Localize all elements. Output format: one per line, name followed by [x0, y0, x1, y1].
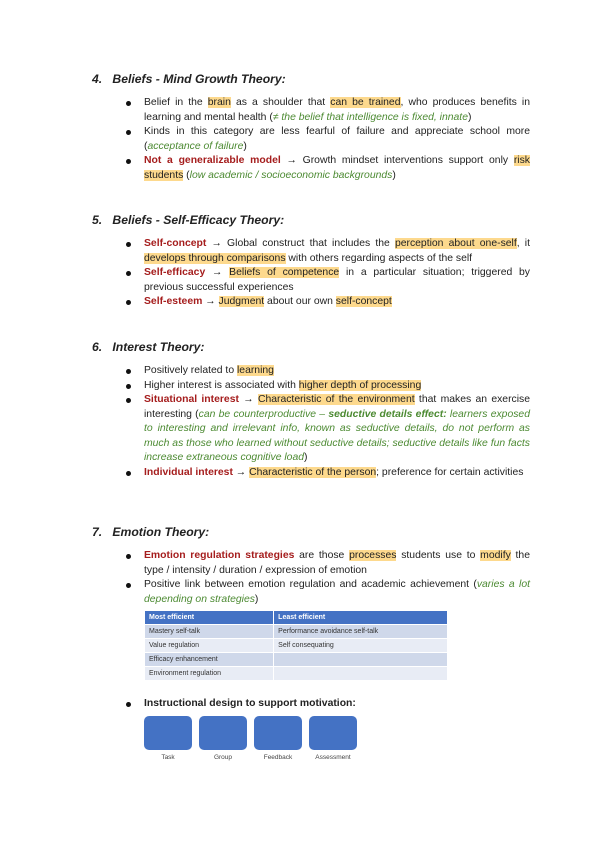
table-row — [145, 639, 448, 653]
section-7-list-2 — [144, 697, 530, 712]
efficiency-table — [144, 610, 448, 681]
section-7-heading: Emotion Theory: — [112, 525, 210, 539]
list-item: Belief in the brain as a shoulder that can be trained, who produces benefits in learning and mental health (≠ the belief that intelligence is fixed, innate) — [144, 96, 530, 125]
section-4-number: 4. — [92, 72, 103, 86]
task-label: Task — [161, 754, 175, 761]
list-item: Higher interest is associated with higher depth of processing — [144, 379, 530, 394]
table-cell: Performance avoidance self-talk — [274, 625, 448, 639]
section-7-number: 7. — [92, 525, 103, 539]
feedback-label: Feedback — [263, 754, 293, 761]
group-box — [199, 716, 247, 750]
list-item: Positively related to learning — [144, 364, 530, 379]
table-row — [145, 625, 448, 639]
section-6-heading: Interest Theory: — [112, 340, 205, 354]
table-row — [145, 653, 448, 667]
section-4-heading: Beliefs - Mind Growth Theory: — [112, 72, 286, 86]
list-item: Kinds in this category are less fearful of failure and appreciate school more (acceptance of failure) — [144, 125, 530, 154]
section-6-number: 6. — [92, 340, 103, 354]
section-7-list — [144, 549, 530, 607]
section-5-number: 5. — [92, 213, 103, 227]
assessment-label: Assessment — [315, 754, 351, 761]
table-cell: Self consequating — [274, 639, 448, 653]
list-item: Self-concept → Global construct that includes the perception about one-self, it develops through comparisons with others regarding aspects of the self — [144, 237, 530, 266]
table-cell — [274, 653, 448, 667]
task-box — [144, 716, 192, 750]
feedback-box — [254, 716, 302, 750]
list-item: Emotion regulation strategies are those processes students use to modify the type / intensity / duration / expression of emotion — [144, 549, 530, 578]
section-6-list — [144, 364, 530, 480]
table-header: Least efficient — [274, 611, 448, 625]
list-item: Positive link between emotion regulation and academic achievement (varies a lot depending on strategies) — [144, 578, 530, 607]
list-item: Self-esteem → Judgment about our own self-concept — [144, 295, 530, 310]
assessment-box — [309, 716, 357, 750]
table-cell — [274, 667, 448, 681]
section-5-heading: Beliefs - Self-Efficacy Theory: — [112, 213, 285, 227]
list-item: Individual interest → Characteristic of the person; preference for certain activities — [144, 466, 530, 481]
table-header: Most efficient — [145, 611, 274, 625]
section-4-title — [92, 72, 286, 86]
table-cell: Mastery self-talk — [145, 625, 274, 639]
list-item: Self-efficacy → Beliefs of competence in a particular situation; triggered by previous successful experiences — [144, 266, 530, 295]
group-label: Group — [213, 754, 233, 761]
table-cell: Value regulation — [145, 639, 274, 653]
list-item: Instructional design to support motivation: — [144, 697, 530, 712]
table-row — [145, 667, 448, 681]
section-6-title — [92, 340, 205, 354]
table-header-row — [145, 611, 448, 625]
section-5-list — [144, 237, 530, 310]
list-item: Situational interest → Characteristic of the environment that makes an exercise interesting (can be counterproductive – seductive details effect: learners exposed to interesting and irrelevant info, known as seductive details, do not perform as much as those who learned without seductive details; seductive details like fun facts increase extraneous cognitive load) — [144, 393, 530, 466]
section-4-list — [144, 96, 530, 183]
list-item: Not a generalizable model → Growth mindset interventions support only risk students (low academic / socioeconomic backgrounds) — [144, 154, 530, 183]
section-5-title — [92, 213, 284, 227]
table-cell: Efficacy enhancement — [145, 653, 274, 667]
section-7-title — [92, 525, 209, 539]
table-cell: Environment regulation — [145, 667, 274, 681]
